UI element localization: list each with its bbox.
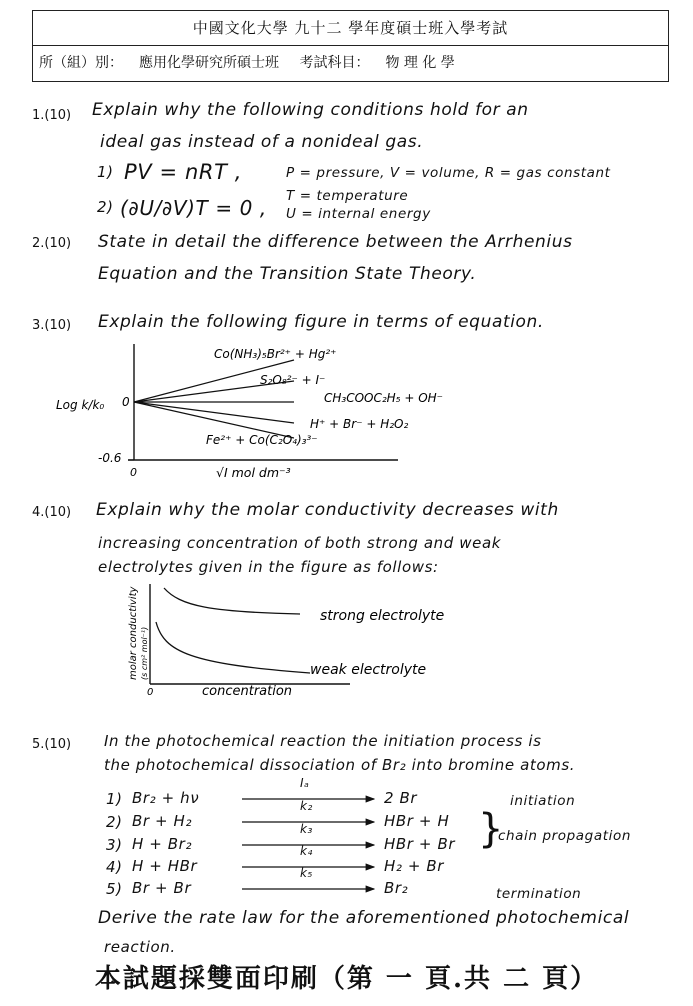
q1-cond1-eq: PV = nRT , [124,160,243,184]
q5-label-termination: termination [496,886,582,902]
q5-step4-num: 4) [106,858,123,876]
q5-step1-num: 1) [106,790,123,808]
page-footer: 本試題採雙面印刷（第 一 頁.共 二 頁） [94,964,599,994]
q4-weak-label: weak electrolyte [310,662,427,678]
q5-label-initiation: initiation [510,793,576,809]
q1-number: 1.(10) [32,108,72,123]
q1-line1: Explain why the following conditions hold for an [92,100,529,120]
q5-step3-rhs: HBr + Br [384,835,456,853]
q5-step5-rhs: Br₂ [384,879,409,897]
q5-step4-rhs: H₂ + Br [384,857,445,875]
q1-cond2-def1: T = temperature [286,188,409,204]
q2-number: 2.(10) [32,236,72,251]
q3-line-label-4: H⁺ + Br⁻ + H₂O₂ [310,417,409,431]
q1-cond1-def: P = pressure, V = volume, R = gas constant [286,165,611,181]
q1-cond2-def2: U = internal energy [286,206,431,222]
q5-step1-lhs: Br₂ + hν [132,789,200,807]
exam-title: 中國文化大學 九十二 學年度碩士班入學考試 [33,11,668,46]
subject-label: 考試科目： [299,55,370,71]
q5-line2: the photochemical dissociation of Br₂ into bromine atoms. [104,756,576,774]
q1-cond1-num: 1) [97,163,114,181]
q3-number: 3.(10) [32,318,72,333]
q4-line2: increasing concentration of both strong and weak [98,534,502,552]
q3-line1: Explain the following figure in terms of equation. [98,312,544,332]
q4-y-label: molar conductivity [128,586,139,680]
q5-step2-num: 2) [106,813,123,831]
q5-label-chain: chain propagation [498,828,631,844]
q3-figure [48,336,608,481]
q4-x-zero: 0 [147,687,154,698]
q4-weak-curve [156,622,310,673]
exam-info-row [33,46,668,81]
q4-y-unit: (s cm² mol⁻¹) [140,626,149,680]
q5-task-line2: reaction. [104,938,176,956]
dept-label: 所（組）別： [39,55,123,71]
q1-line2: ideal gas instead of a nonideal gas. [100,132,424,152]
q3-x-label: √I mol dm⁻³ [216,465,291,480]
q1-cond2-eq: (∂U/∂V)T = 0 , [120,196,267,220]
q4-line3: electrolytes given in the figure as follows: [98,558,439,576]
q4-strong-curve [164,588,300,614]
subject-value: 物 理 化 學 [385,55,455,71]
q4-number: 4.(10) [32,505,72,520]
q1-cond2-num: 2) [97,198,114,216]
q5-step3-lhs: H + Br₂ [132,835,193,853]
q3-lines-group [134,347,443,447]
q3-y-min: -0.6 [98,451,122,465]
q3-line-label-1: Co(NH₃)₅Br²⁺ + Hg²⁺ [214,347,337,361]
q5-number: 5.(10) [32,737,72,752]
q5-step3-num: 3) [106,836,123,854]
q5-task-line1: Derive the rate law for the aforementioned photochemical [98,908,630,928]
q4-strong-label: strong electrolyte [320,608,445,624]
q3-line-label-5: Fe²⁺ + Co(C₂O₄)₃³⁻ [206,433,318,447]
q5-step4-lhs: H + HBr [132,857,198,875]
q4-figure [120,580,520,700]
q2-line2: Equation and the Transition State Theory. [98,264,477,284]
q5-line1: In the photochemical reaction the initiation process is [104,732,542,750]
q5-step3-k: k₃ [300,822,313,836]
q5-step5-lhs: Br + Br [132,879,192,897]
q2-line1: State in detail the difference between the Arrhenius [98,232,573,252]
q5-step5-num: 5) [106,880,123,898]
q5-step4-k: k₄ [300,844,313,858]
q5-step2-k: k₂ [300,799,313,813]
q3-line-label-3: CH₃COOC₂H₅ + OH⁻ [324,391,443,405]
q5-chain-brace: } [478,806,505,852]
dept-value: 應用化學研究所碩士班 [139,55,279,71]
q3-y-label: Log k/k₀ [56,398,105,412]
q4-x-label: concentration [202,684,293,699]
q3-line-label-2: S₂O₈²⁻ + I⁻ [260,373,326,387]
q5-step1-k: Iₐ [300,776,310,790]
q3-x-zero: 0 [130,466,137,479]
exam-header [32,10,669,82]
q5-step5-k: k₅ [300,866,313,880]
q4-line1: Explain why the molar conductivity decreases with [96,500,559,520]
q5-arrows [240,780,380,900]
q3-y-zero: 0 [122,395,130,409]
q5-step1-rhs: 2 Br [384,789,418,807]
q5-step2-rhs: HBr + H [384,812,450,830]
q5-step2-lhs: Br + H₂ [132,812,193,830]
